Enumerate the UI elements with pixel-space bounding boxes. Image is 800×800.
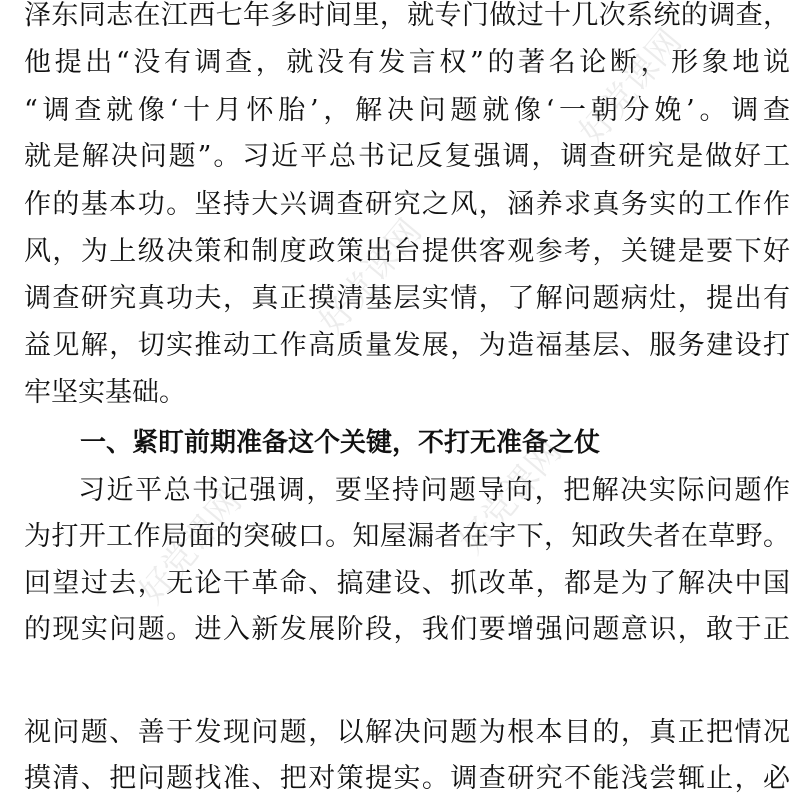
paragraph-line: 风，为上级决策和制度政策出台提供客观参考，关键是要下好	[24, 236, 790, 267]
watermark: 好党课网	[571, 21, 690, 152]
paragraph-line: 作的基本功。坚持大兴调查研究之风，涵养求真务实的工作作	[24, 189, 790, 220]
watermark: 好党课网	[311, 211, 430, 342]
paragraph-line: 的现实问题。进入新发展阶段，我们要增强问题意识，敢于正	[24, 614, 790, 645]
paragraph-line: 他提出“没有调查，就没有发言权”的著名论断，形象地说	[24, 47, 790, 78]
paragraph-line: 调查研究真功夫，真正摸清基层实情，了解问题病灶，提出有	[24, 283, 790, 314]
paragraph-line: 牢坚实基础。	[24, 377, 186, 408]
paragraph-line: 为打开工作局面的突破口。知屋漏者在宇下，知政失者在草野。	[24, 521, 790, 552]
paragraph-line: 就是解决问题”。习近平总书记反复强调，调查研究是做好工	[24, 141, 790, 172]
paragraph-line: 泽东同志在江西七年多时间里，就专门做过十几次系统的调查，	[24, 0, 790, 31]
paragraph-line: “调查就像‘十月怀胎’，解决问题就像‘一朝分娩’。调查	[24, 95, 790, 126]
paragraph-line: 回望过去，无论干革命、搞建设、抓改革，都是为了解决中国	[24, 568, 790, 599]
paragraph-line: 摸清、把问题找准、把对策提实。调查研究不能浅尝辄止，必	[24, 763, 790, 794]
watermark: 好党课网	[451, 431, 570, 562]
paragraph-line: 益见解，切实推动工作高质量发展，为造福基层、服务建设打	[24, 330, 790, 361]
watermark: 好党课网	[131, 481, 250, 612]
paragraph-line: 习近平总书记强调，要坚持问题导向，把解决实际问题作	[78, 475, 790, 506]
paragraph-line: 视问题、善于发现问题，以解决问题为根本目的，真正把情况	[24, 717, 790, 748]
section-heading: 一、紧盯前期准备这个关键，不打无准备之仗	[80, 428, 601, 458]
